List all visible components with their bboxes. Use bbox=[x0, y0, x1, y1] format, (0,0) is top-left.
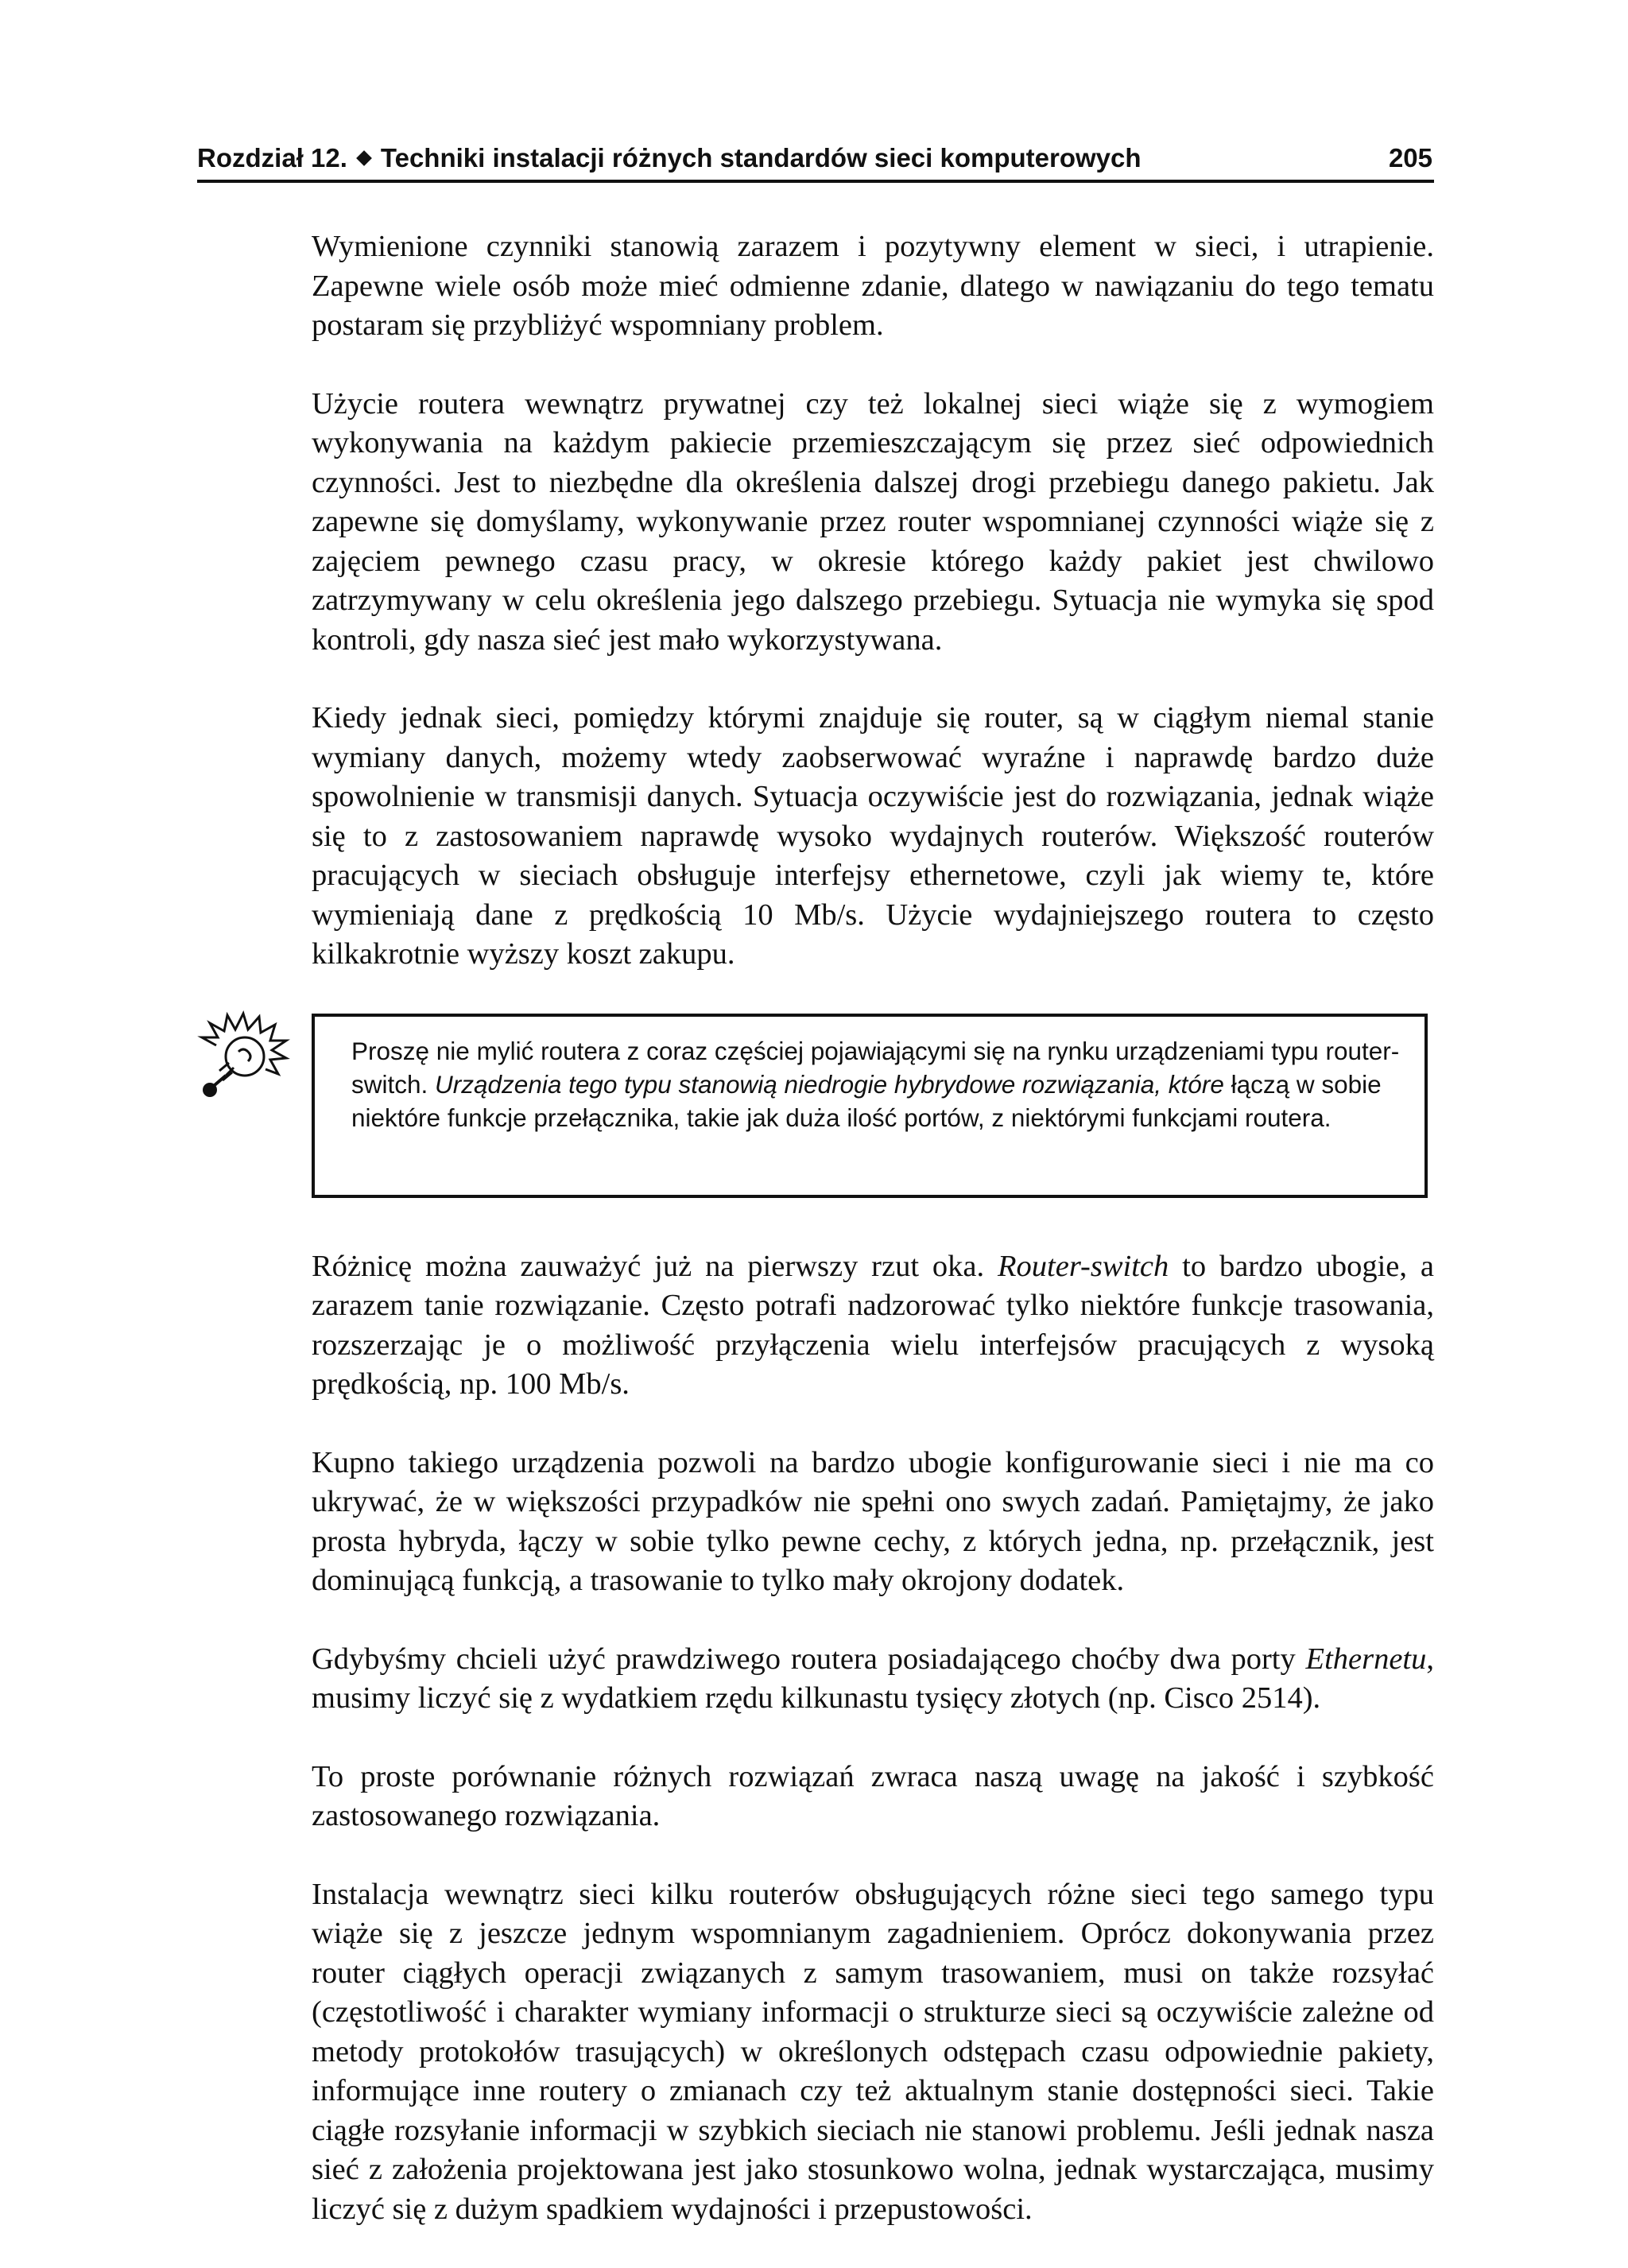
note-text-end: łączą w sobie niektóre funkcje przełącznika, takie jak duża ilość portów, z niektórymi funkcjami routera. bbox=[351, 1069, 1382, 1132]
note-text-regular: Proszę nie mylić routera z coraz częściej pojawiającymi się na rynku urządzeniami typu router-switch. bbox=[351, 1036, 1400, 1099]
paragraph-1: Wymienione czynniki stanowią zarazem i pozytywny element w sieci, i utrapienie. Zapewne wiele osób może mieć odmienne zdanie, dlatego w nawiązaniu do tego tematu postaram się przybliżyć wspomniany problem. bbox=[312, 230, 1434, 342]
paragraph-6-start: Gdybyśmy chcieli użyć prawdziwego routera posiadającego choćby dwa porty bbox=[312, 1642, 1306, 1676]
chapter-title: Techniki instalacji różnych standardów sieci komputerowych bbox=[380, 143, 1142, 173]
paragraph-2: Użycie routera wewnątrz prywatnej czy też lokalnej sieci wiąże się z wymogiem wykonywania na każdym pakiecie przemieszczającym się przez sieć odpowiednich czynności. Jest to niezbędne dla określenia dalszej drogi przebiegu danego pakietu. Jak zapewne się domyślamy, wykonywanie przez router wspomnianej czynności wiąże się z zajęciem pewnego czasu pracy, w okresie którego każdy pakiet jest chwilowo zatrzymywany w celu określenia jego dalszego przebiegu. Sytuacja nie wymyka się spod kontroli, gdy nasza sieć jest mało wykorzystywana. bbox=[312, 386, 1434, 657]
paragraph-3: Kiedy jednak sieci, pomiędzy którymi znajduje się router, są w ciągłym niemal stanie wymiany danych, możemy wtedy zaobserwować wyraźne i naprawdę bardzo duże spowolnienie w transmisji danych. Sytuacja oczywiście jest do rozwiązania, jednak wiąże się to z zastosowaniem naprawdę wysoko wydajnych routerów. Większość routerów pracujących w sieciach obsługuje interfejsy ethernetowe, czyli jak wiemy te, które wymieniają dane z prędkością 10 Mb/s. Użycie wydajniejszego routera to często kilkakrotnie wyższy koszt zakupu. bbox=[312, 701, 1434, 971]
paragraph-4-start: Różnicę można zauważyć już na pierwszy rzut oka. bbox=[312, 1249, 998, 1283]
paragraph-6-end: , musimy liczyć się z wydatkiem rzędu kilkunastu tysięcy złotych (np. Cisco 2514). bbox=[312, 1642, 1434, 1715]
running-header bbox=[197, 140, 1434, 183]
router-switch-term: Router-switch bbox=[998, 1249, 1169, 1283]
note-text-italic: Urządzenia tego typu stanowią niedrogie hybrydowe rozwiązania, które bbox=[435, 1069, 1224, 1099]
page-number: 205 bbox=[1388, 143, 1432, 173]
tip-note bbox=[312, 1014, 1434, 1208]
paragraph-4-end: to bardzo ubogie, a zarazem tanie rozwiązanie. Często potrafi nadzorować tylko niektóre funkcje trasowania, rozszerzając je o możliwość przyłączenia wielu interfejsów pracujących z wysoką prędkością, np. 100 Mb/s. bbox=[312, 1249, 1434, 1401]
ethernet-term: Ethernetu bbox=[1305, 1642, 1427, 1676]
diamond-bullet-icon bbox=[356, 150, 372, 166]
paragraph-4 bbox=[312, 1247, 1434, 1405]
lightbulb-icon bbox=[192, 1007, 294, 1118]
paragraph-5: Kupno takiego urządzenia pozwoli na bardzo ubogie konfigurowanie sieci i nie ma co ukrywać, że w większości przypadków nie spełni ono swych zadań. Pamiętajmy, że jako prosta hybryda, łączy w sobie tylko pewne cechy, z których jedna, np. przełącznik, jest dominującą funkcją, a trasowanie to tylko mały okrojony dodatek. bbox=[312, 1445, 1434, 1597]
paragraph-7: To proste porównanie różnych rozwiązań zwraca naszą uwagę na jakość i szybkość zastosowanego rozwiązania. bbox=[312, 1759, 1434, 1832]
main-text bbox=[312, 227, 1434, 2268]
chapter-label: Rozdział 12. bbox=[197, 143, 347, 173]
header-title-line bbox=[197, 143, 1142, 173]
paragraph-6 bbox=[312, 1640, 1434, 1719]
paragraph-8: Instalacja wewnątrz sieci kilku routerów obsługujących różne sieci tego samego typu wiąże się z jeszcze jednym wspomnianym zagadnieniem. Oprócz dokonywania przez router ciągłych operacji związanych z samym trasowaniem, musi on także rozsyłać (częstotliwość i charakter wymiany informacji o strukturze sieci są oczywiście zależne od metody protokołów trasujących) w określonych odstępach czasu odpowiednie pakiety, informujące inne routery o zmianach czy też aktualnym stanie dostępności sieci. Takie ciągłe rozsyłanie informacji w szybkich sieciach nie stanowi problemu. Jeśli jednak nasza sieć z założenia projektowana jest jako stosunkowo wolna, jednak wystarczająca, musimy liczyć się z dużym spadkiem wydajności i przepustowości. bbox=[312, 1877, 1434, 2226]
note-box bbox=[312, 1014, 1428, 1198]
